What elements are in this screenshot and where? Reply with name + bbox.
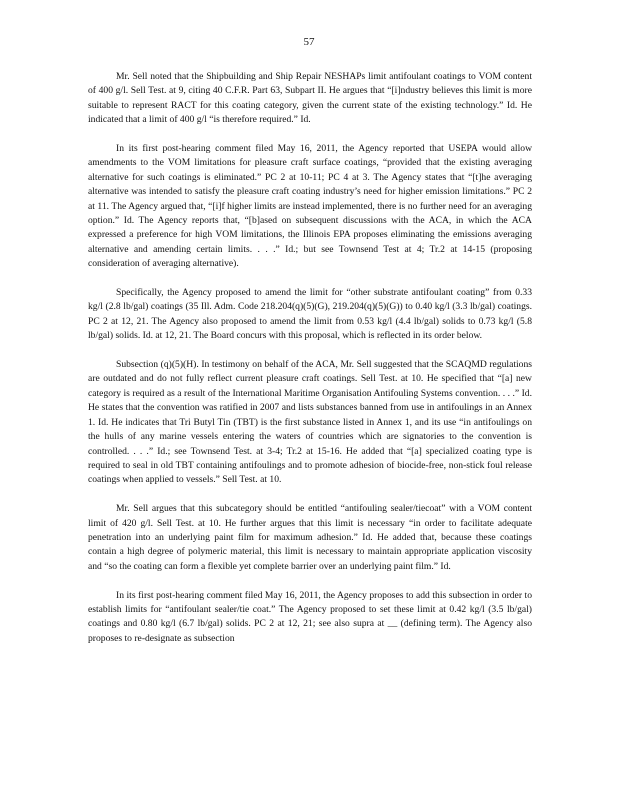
- paragraph-agency-averaging: In its first post-hearing comment filed May 16, 2011, the Agency reported that USEPA would allow amendments to the VOM limitations for pleasure craft surface coatings, “provided that the existing averaging alternative for such coatings is eliminated.” PC 2 at 10-11; PC 4 at 3. The Agency states that “[t]he averaging alternative was intended to satisfy the pleasure craft coating industry’s need for higher emission limitations.” PC 2 at 11. The Agency argued that, “[i]f higher limits are instead implemented, there is no further need for an averaging option.” Id. The Agency reports that, “[b]ased on subsequent discussions with the ACA, in which the ACA expressed a preference for high VOM limitations, the Illinois EPA proposes eliminating the emissions averaging alternative and amending certain limits. . . .” Id.; but see Townsend Test at 4; Tr.2 at 14-15 (proposing consideration of averaging alternative).: [88, 143, 532, 270]
- page-number: 57: [303, 36, 315, 48]
- paragraph-subsection-q5h: Subsection (q)(5)(H). In testimony on behalf of the ACA, Mr. Sell suggested that the SCAQMD regulations are outdated and do not fully reflect current pleasure craft coatings. Sell Test. at 10. He specified that “[a] new category is required as a result of the International Maritime Organisation Antifouling Systems convention. . . .” Id. He states that the convention was ratified in 2007 and lists substances banned from use in antifoulings in an Annex 1. Id. He indicates that Tri Butyl Tin (TBT) is the first substance listed in Annex 1, and its use “in antifoulings on the hulls of any marine vessels entering the waters of countries which are signatories to the convention is controlled. . . .” Id.; see Townsend Test. at 3-4; Tr.2 at 15-16. He added that “[a] specialized coating type is required to seal in old TBT containing antifoulings and to promote adhesion of biocide-free, non-stick foul release coatings when applied to vessels.” Sell Test. at 10.: [88, 359, 532, 486]
- paragraph-agency-proposal: Specifically, the Agency proposed to amend the limit for “other substrate antifoulant coating” from 0.33 kg/l (2.8 lb/gal) coatings (35 Ill. Adm. Code 218.204(q)(5)(G), 219.204(q)(5)(G)) to 0.40 kg/l (3.3 lb/gal) coatings. PC 2 at 12, 21. The Agency also proposed to amend the limit from 0.53 kg/l (4.4 lb/gal) solids to 0.73 kg/l (5.8 lb/gal) solids. Id. at 12, 21. The Board concurs with this proposal, which is reflected in its order below.: [88, 287, 532, 342]
- paragraph-agency-tiecoat: In its first post-hearing comment filed May 16, 2011, the Agency proposes to add this subsection in order to establish limits for “antifoulant sealer/tie coat.” The Agency proposed to set these limit at 0.42 kg/l (3.5 lb/gal) coatings and 0.80 kg/l (6.7 lb/gal) solids. PC 2 at 12, 21; see also supra at __ (defining term). The Agency also proposes to re-designate as subsection: [88, 589, 532, 644]
- paragraph-neshap-limit: Mr. Sell noted that the Shipbuilding and Ship Repair NESHAPs limit antifoulant coatings to VOM content of 400 g/l. Sell Test. at 9, citing 40 C.F.R. Part 63, Subpart II. He argues that “[i]ndustry believes this limit is more suitable to represent RACT for this coating category, given the current state of the existing technology.” Id. He indicated that a limit of 400 g/l “is therefore required.” Id.: [88, 71, 532, 126]
- document-body: [88, 70, 532, 661]
- paragraph-sell-subcategory: Mr. Sell argues that this subcategory should be entitled “antifouling sealer/tiecoat” with a VOM content limit of 420 g/l. Sell Test. at 10. He further argues that this limit is necessary “in order to facilitate adequate penetration into an underlying paint film for maximum adhesion.” Id. He added that, because these coatings contain a high degree of polymeric material, this limit is necessary to maintain appropriate application viscosity and “so the coating can form a flexible yet complete barrier over an underlying paint film.” Id.: [88, 503, 532, 572]
